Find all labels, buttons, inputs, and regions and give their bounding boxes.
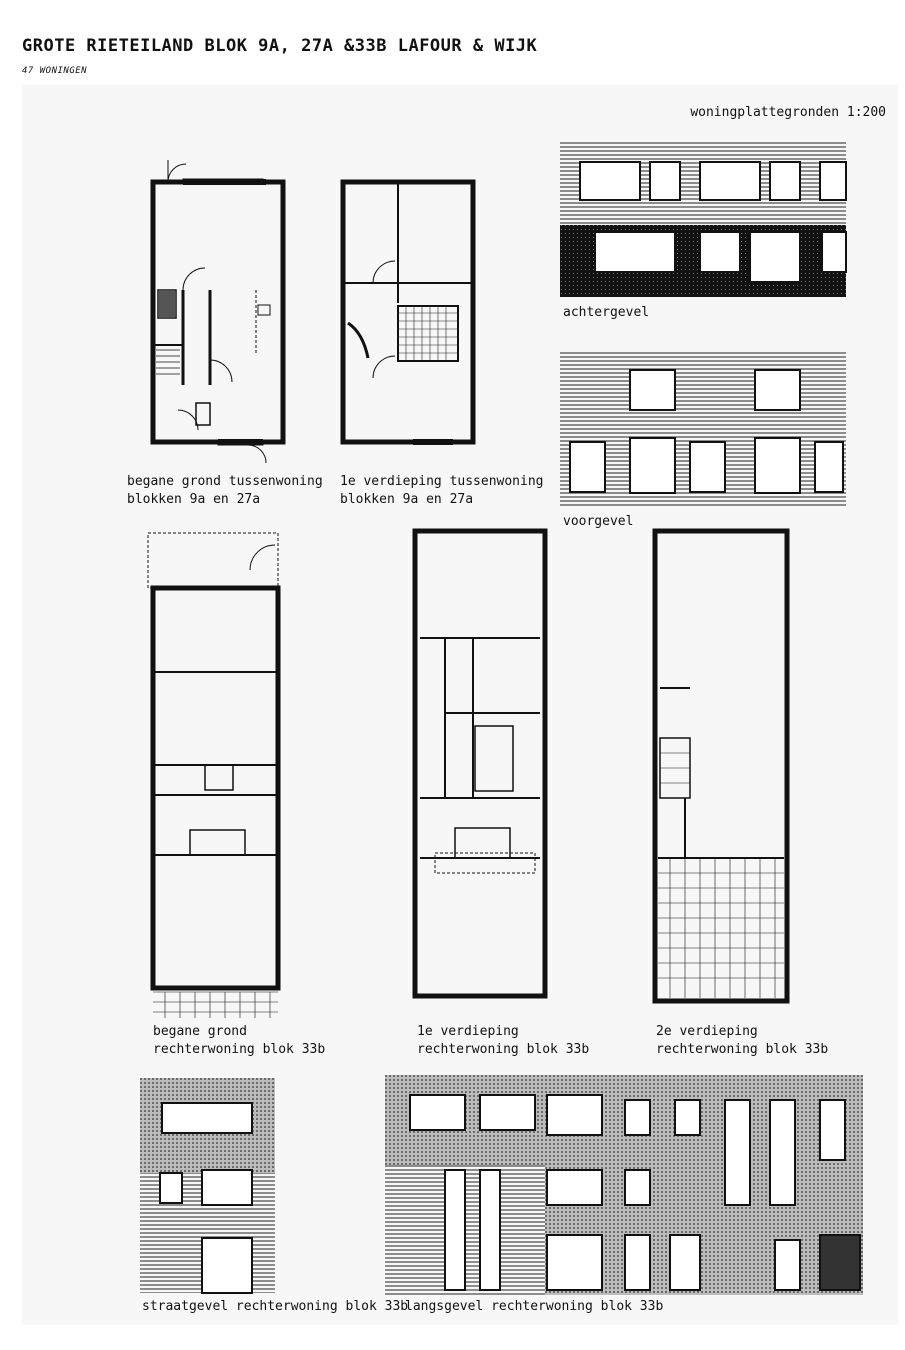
elevation-side [385,1075,863,1295]
elevation-street [140,1078,275,1293]
elevation-front [560,350,846,506]
caption-line: rechterwoning blok 33b [656,1042,829,1057]
caption-first-row-house [340,473,544,509]
caption-ground-row-house [127,473,323,509]
elevation-rear [560,140,846,300]
plan-second-end-house [650,528,795,1018]
caption-line: rechterwoning blok 33b [417,1042,590,1057]
plan-first-end-house [405,528,550,1018]
caption-first-end-house [417,1023,589,1059]
caption-street-elevation: straatgevel rechterwoning blok 33b [142,1299,409,1314]
plan-ground-row-house [138,155,298,465]
caption-line: 1e verdieping [417,1024,519,1039]
caption-ground-end-house [153,1023,325,1059]
caption-line: rechterwoning blok 33b [153,1042,326,1057]
caption-side-elevation: langsgevel rechterwoning blok 33b [405,1299,664,1314]
caption-line: begane grond [153,1024,247,1039]
caption-front-elevation: voorgevel [563,514,634,529]
caption-line: blokken 9a en 27a [340,492,474,507]
plan-ground-end-house [145,530,285,1020]
scale-label: woningplattegronden 1:200 [690,105,886,120]
document-title: GROTE RIETEILAND BLOK 9A, 27A &33B LAFOUR & WIJK [22,36,538,56]
caption-line: begane grond tussenwoning [127,474,323,489]
caption-second-end-house [656,1023,828,1059]
caption-line: 2e verdieping [656,1024,758,1039]
plan-first-row-house [328,168,478,458]
caption-line: blokken 9a en 27a [127,492,261,507]
caption-rear-elevation: achtergevel [563,305,650,320]
document-subtitle: 47 WONINGEN [22,66,88,76]
caption-line: 1e verdieping tussenwoning [340,474,544,489]
